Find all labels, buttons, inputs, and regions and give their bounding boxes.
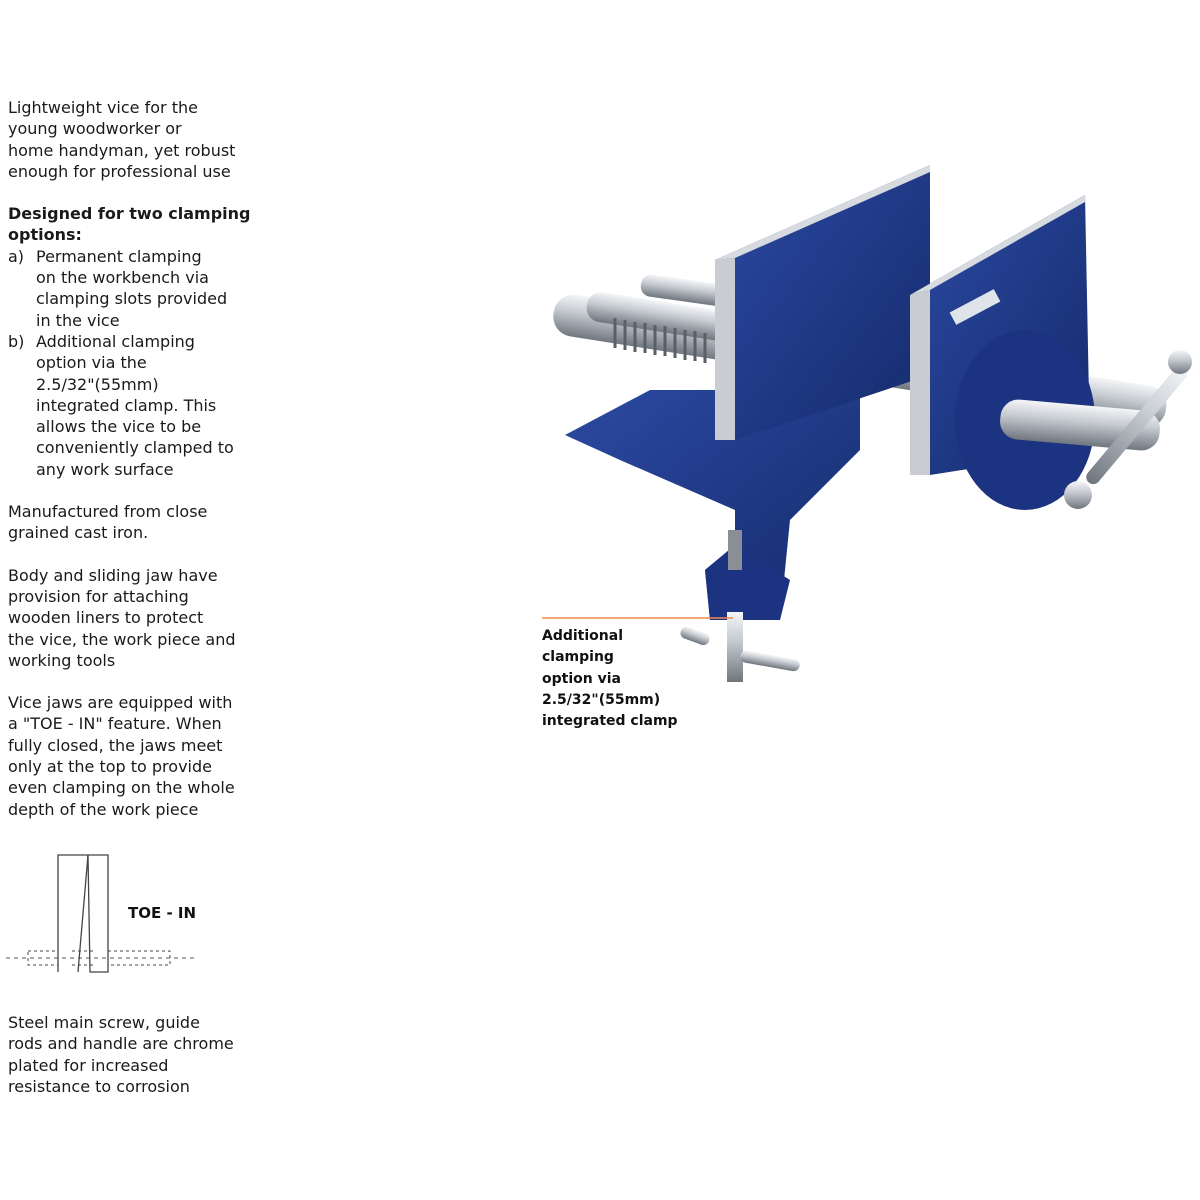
toe-in-paragraph: Vice jaws are equipped with a "TOE - IN" feature. When fully closed, the jaws meet only at the top to provide even clamping on the whole depth of the work piece: [8, 693, 235, 819]
option-b: b) Additional clamping option via the 2.5/32"(55mm) integrated clamp. This allows the vice to be conveniently clamped to any work surface: [8, 331, 234, 479]
option-a: a) Permanent clamping on the workbench via clamping slots provided in the vice: [8, 246, 228, 330]
finish-paragraph: Steel main screw, guide rods and handle are chrome plated for increased resistance to corrosion: [8, 1013, 234, 1096]
material-paragraph: Manufactured from close grained cast iron.: [8, 502, 208, 543]
liners-paragraph: Body and sliding jaw have provision for attaching wooden liners to protect the vice, the work piece and working tools: [8, 565, 236, 670]
options-heading: Designed for two clamping options:: [8, 204, 251, 245]
toe-in-label: TOE - IN: [128, 904, 197, 922]
feature-text-column: [8, 97, 278, 841]
clamp-callout: Additional clamping option via 2.5/32"(55mm) integrated clamp: [542, 628, 678, 730]
intro-paragraph: Lightweight vice for the young woodworker or home handyman, yet robust enough for professional use: [8, 98, 236, 181]
